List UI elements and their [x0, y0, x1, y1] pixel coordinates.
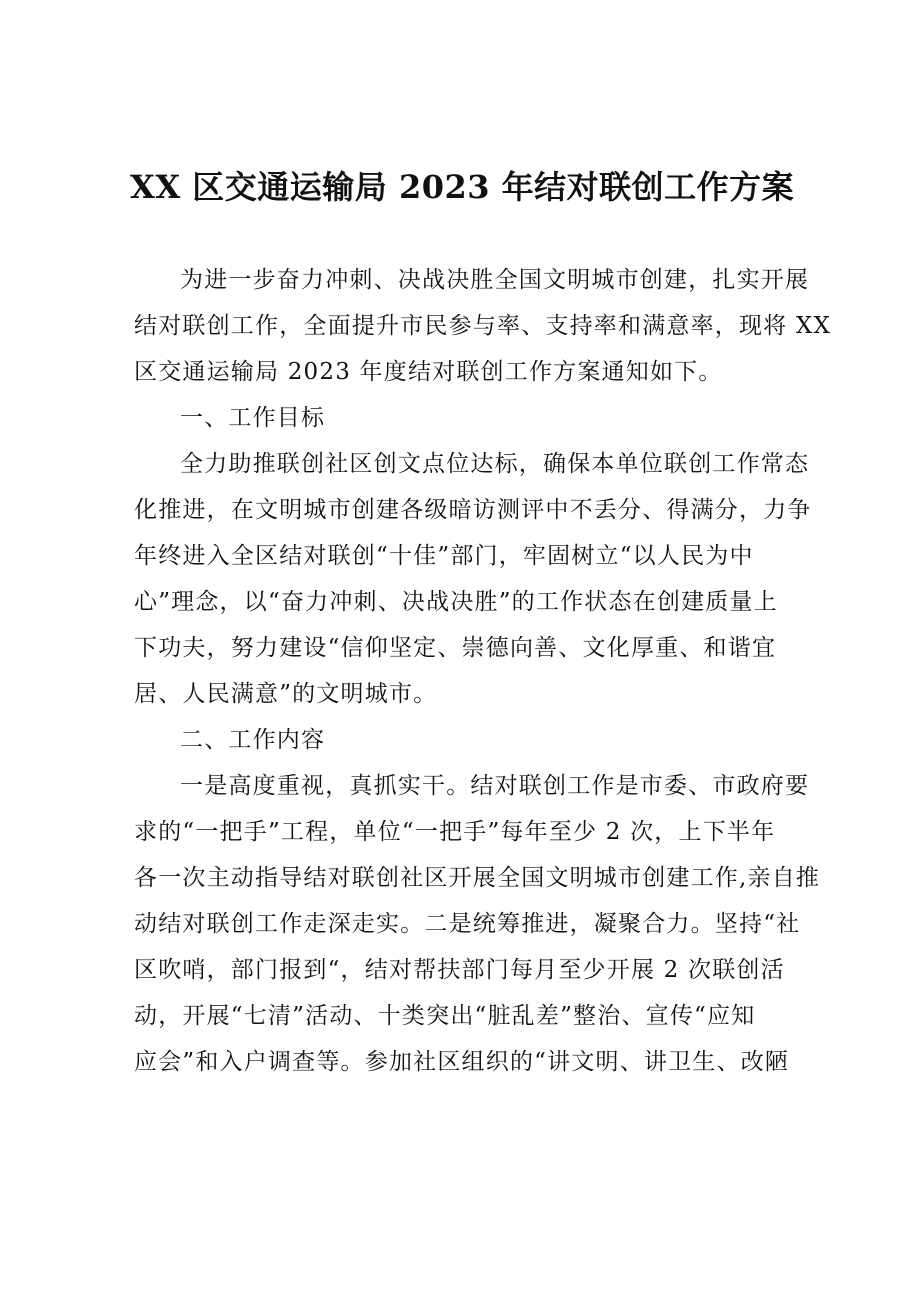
paragraph-goals-line-2: 化推进，在文明城市创建各级暗访测评中不丢分、得满分，力争	[134, 497, 812, 523]
paragraph-intro-line-3: 区交通运输局 2023 年度结对联创工作方案通知如下。	[134, 359, 723, 385]
document-title: XX 区交通运输局 2023 年结对联创工作方案	[130, 168, 795, 206]
paragraph-intro-line-2: 结对联创工作，全面提升市民参与率、支持率和满意率，现将 XX	[134, 313, 832, 339]
paragraph-content-line-7: 应会”和入户调查等。参加社区组织的“讲文明、讲卫生、改陋	[134, 1049, 790, 1075]
section-heading-goals: 一、工作目标	[180, 405, 326, 431]
paragraph-content-line-2: 求的“一把手”工程，单位“一把手”每年至少 2 次，上下半年	[134, 819, 776, 845]
paragraph-intro-line-1: 为进一步奋力冲刺、决战决胜全国文明城市创建，扎实开展	[180, 267, 810, 293]
paragraph-goals-line-1: 全力助推联创社区创文点位达标，确保本单位联创工作常态	[180, 451, 810, 477]
section-heading-content: 二、工作内容	[180, 727, 326, 753]
paragraph-goals-line-6: 居、人民满意”的文明城市。	[134, 681, 438, 707]
paragraph-content-line-4: 动结对联创工作走深走实。二是统筹推进，凝聚合力。坚持“社	[134, 911, 801, 937]
paragraph-goals-line-3: 年终进入全区结对联创“十佳”部门，牢固树立“以人民为中	[134, 543, 754, 569]
paragraph-goals-line-4: 心”理念，以“奋力冲刺、决战决胜”的工作状态在创建质量上	[134, 589, 778, 615]
paragraph-content-line-1: 一是高度重视，真抓实干。结对联创工作是市委、市政府要	[180, 773, 810, 799]
paragraph-content-line-6: 动，开展“七清”活动、十类突出“脏乱差”整治、宣传“应知	[134, 1003, 756, 1029]
paragraph-content-line-3: 各一次主动指导结对联创社区开展全国文明城市创建工作,亲自推	[134, 865, 821, 891]
paragraph-content-line-5: 区吹哨，部门报到“，结对帮扶部门每月至少开展 2 次联创活	[134, 957, 785, 983]
paragraph-goals-line-5: 下功夫，努力建设“信仰坚定、崇德向善、文化厚重、和谐宜	[134, 635, 777, 661]
